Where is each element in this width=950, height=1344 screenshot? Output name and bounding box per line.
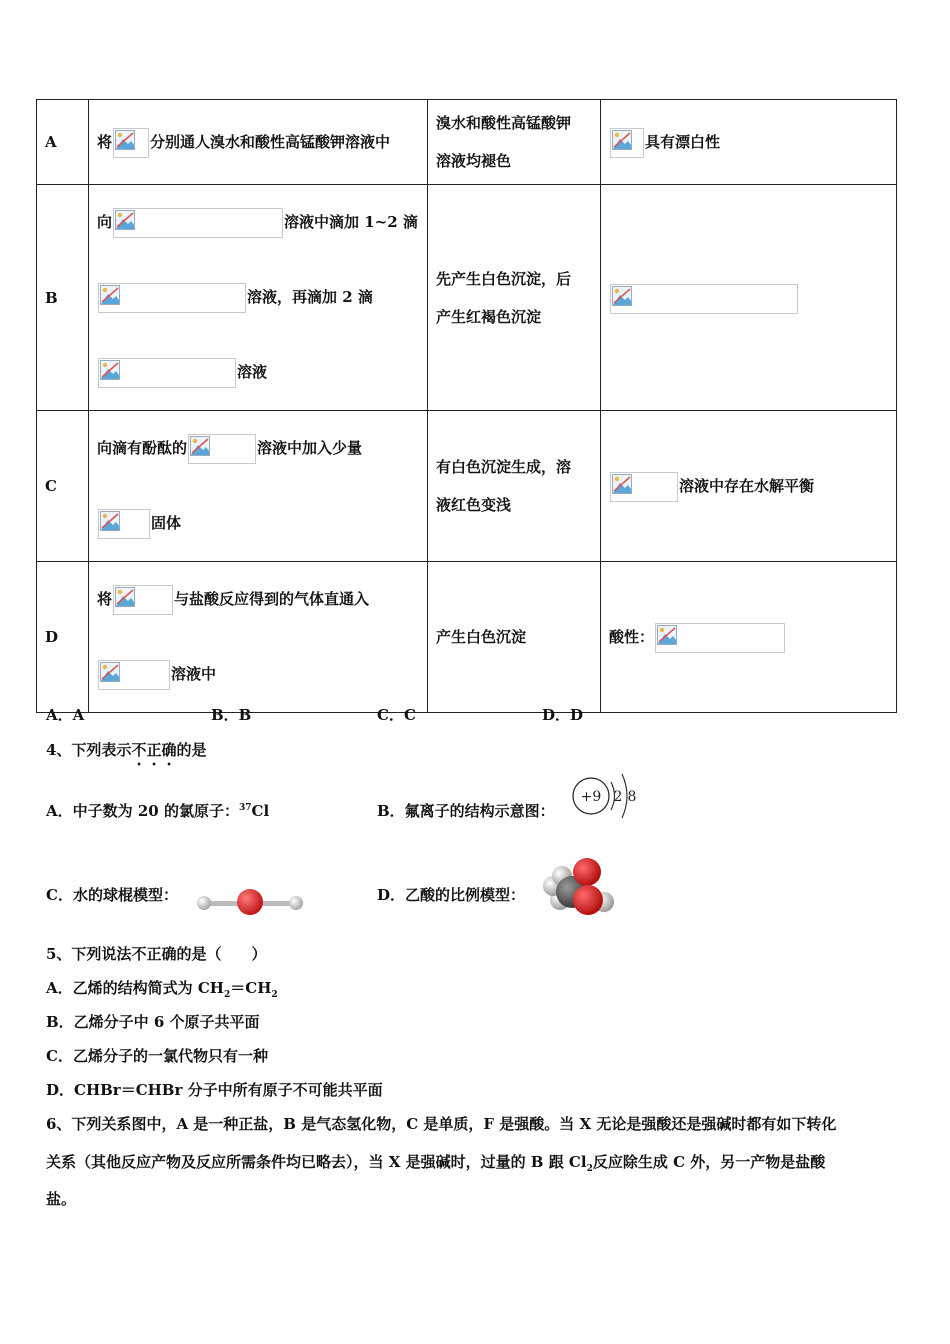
formula-image-icon — [113, 128, 149, 158]
conclusion-cell: 具有漂白性 — [601, 100, 897, 185]
q4-stem: 4、下列表示不正确的是 — [46, 741, 207, 759]
formula-image-icon — [610, 472, 678, 502]
row-label: B — [37, 185, 89, 411]
q6-line-2: 关系（其他反应产物及反应所需条件均已略去），当 X 是强碱时，过量的 B 跟 $Cl_2$反应除生成 C 外，另一产物是盐酸 — [46, 1153, 826, 1174]
q5-option-c: C．乙烯分子的一氯代物只有一种 — [46, 1047, 268, 1065]
q4-option-a: A．中子数为 20 的氯原子：$^{37}$Cl — [46, 802, 270, 820]
water-ball-stick-model-icon — [194, 886, 306, 920]
formula-image-icon — [610, 284, 798, 314]
table-row — [37, 100, 897, 185]
phenomenon-cell: 有白色沉淀生成，溶 液红色变浅 — [428, 411, 601, 562]
operation-cell: 向滴有酚酞的 溶液中加入少量 固体 — [89, 411, 428, 562]
row-label: A — [37, 100, 89, 185]
formula-image-icon — [98, 358, 236, 388]
q6-line-1: 6、下列关系图中，A 是一种正盐，B 是气态氢化物，C 是单质，F 是强酸。当 X 无论是强酸还是强碱时都有如下转化 — [46, 1115, 837, 1133]
conclusion-cell: 酸性： — [601, 562, 897, 713]
formula-image-icon — [113, 208, 283, 238]
row-label: C — [37, 411, 89, 562]
shell-electrons: 2 — [613, 789, 623, 805]
formula-image-icon — [98, 660, 170, 690]
q3-choice-b: B．B — [211, 706, 252, 724]
phenomenon-cell: 产生白色沉淀 — [428, 562, 601, 713]
q3-choice-d: D．D — [542, 706, 584, 724]
formula-image-icon — [610, 128, 644, 158]
emphasis-text: 不正确 — [131, 741, 177, 759]
phenomenon-cell: 先产生白色沉淀，后 产生红褐色沉淀 — [428, 185, 601, 411]
conclusion-cell: 溶液中存在水解平衡 — [601, 411, 897, 562]
formula-image-icon — [113, 585, 173, 615]
formula-image-icon — [98, 283, 246, 313]
q6-line-3: 盐。 — [46, 1190, 77, 1208]
q4-option-c: C．水的球棍模型： — [46, 886, 178, 904]
fluoride-ion-structure-icon — [570, 770, 642, 826]
table-row — [37, 185, 897, 411]
shell-electrons: 8 — [627, 789, 637, 805]
formula-image-icon — [655, 623, 785, 653]
operation-cell: 向 溶液中滴加 1~2 滴 溶液，再滴加 2 滴 溶液 — [89, 185, 428, 411]
q4-option-b: B．氟离子的结构示意图： — [377, 802, 555, 820]
operation-cell: 将 与盐酸反应得到的气体直通入 溶液中 — [89, 562, 428, 713]
q4-option-d: D．乙酸的比例模型： — [377, 886, 526, 904]
formula-image-icon — [188, 434, 256, 464]
q3-choice-a: A．A — [46, 706, 85, 724]
q3-choice-c: C．C — [377, 706, 416, 724]
q5-option-d: D．CHBr＝CHBr 分子中所有原子不可能共平面 — [46, 1081, 383, 1099]
experiment-table — [36, 99, 897, 713]
q5-option-b: B．乙烯分子中 6 个原子共平面 — [46, 1013, 260, 1031]
table-row — [37, 562, 897, 713]
formula-image-icon — [98, 509, 150, 539]
row-label: D — [37, 562, 89, 713]
table-row — [37, 411, 897, 562]
nucleus-charge: +9 — [580, 789, 602, 805]
acetic-acid-space-filling-model-icon — [540, 854, 620, 918]
q5-stem: 5、下列说法不正确的是（ ） — [46, 945, 267, 963]
q5-option-a: A．乙烯的结构简式为 $CH_2=CH_2$ — [46, 979, 278, 1000]
operation-cell: 将 分别通人溴水和酸性高锰酸钾溶液中 — [89, 100, 428, 185]
conclusion-cell — [601, 185, 897, 411]
phenomenon-cell: 溴水和酸性高锰酸钾 溶液均褪色 — [428, 100, 601, 185]
